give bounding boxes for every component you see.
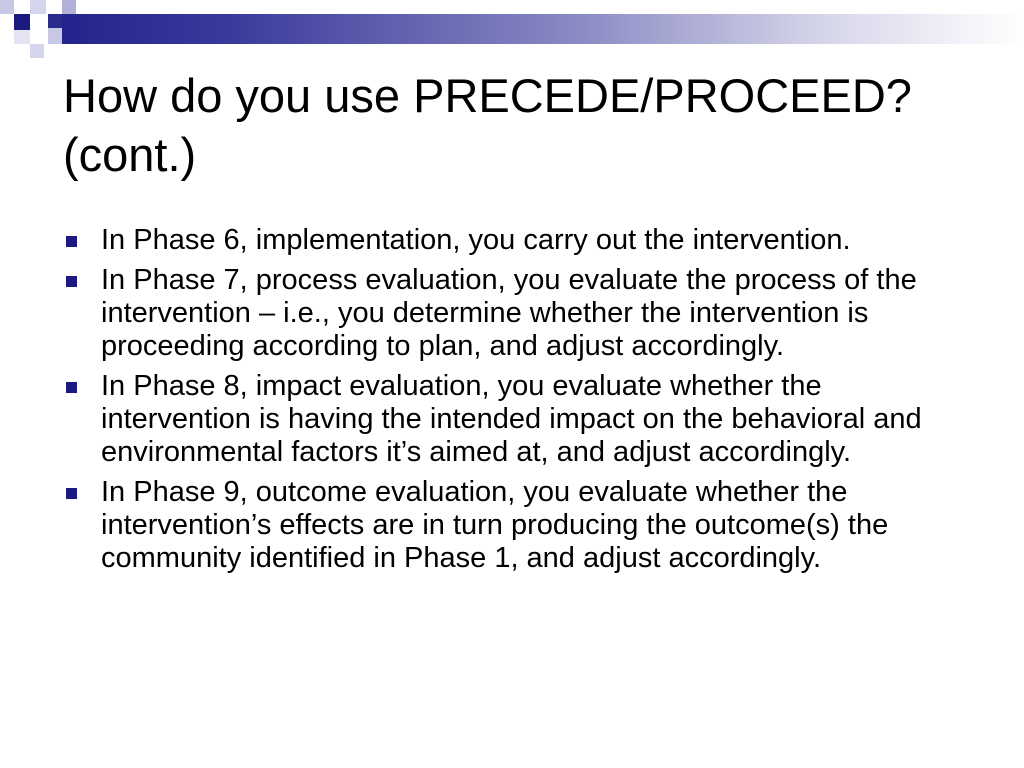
decor-square — [14, 14, 30, 30]
decor-square — [30, 14, 48, 44]
bullet-text: In Phase 7, process evaluation, you evaluate the process of the intervention – i.e., you determine whether the intervention is proceeding according to plan, and adjust accordingly. — [101, 264, 917, 362]
bullet-text: In Phase 8, impact evaluation, you evaluate whether the intervention is having the intended impact on the behavioral and environmental factors it’s aimed at, and adjust accordingly. — [101, 370, 922, 468]
bullet-item — [64, 264, 964, 363]
slide-title: How do you use PRECEDE/PROCEED? (cont.) — [63, 69, 912, 181]
decor-square — [0, 0, 14, 14]
decor-square — [14, 30, 30, 44]
bullet-item — [64, 370, 964, 469]
decor-square — [30, 44, 44, 58]
header-gradient-band — [32, 14, 1024, 44]
square-bullet-icon — [66, 382, 77, 393]
bullet-item — [64, 224, 964, 257]
decor-square — [48, 28, 62, 44]
bullet-text: In Phase 9, outcome evaluation, you evaluate whether the intervention’s effects are in turn producing the outcome(s) the community identified in Phase 1, and adjust accordingly. — [101, 476, 889, 574]
square-bullet-icon — [66, 236, 77, 247]
decor-square — [48, 14, 62, 28]
square-bullet-icon — [66, 488, 77, 499]
square-bullet-icon — [66, 276, 77, 287]
decor-square — [30, 0, 46, 14]
bullet-item — [64, 476, 964, 575]
bullet-list — [64, 224, 964, 582]
decor-square — [62, 0, 76, 14]
bullet-text: In Phase 6, implementation, you carry out the intervention. — [101, 224, 851, 256]
